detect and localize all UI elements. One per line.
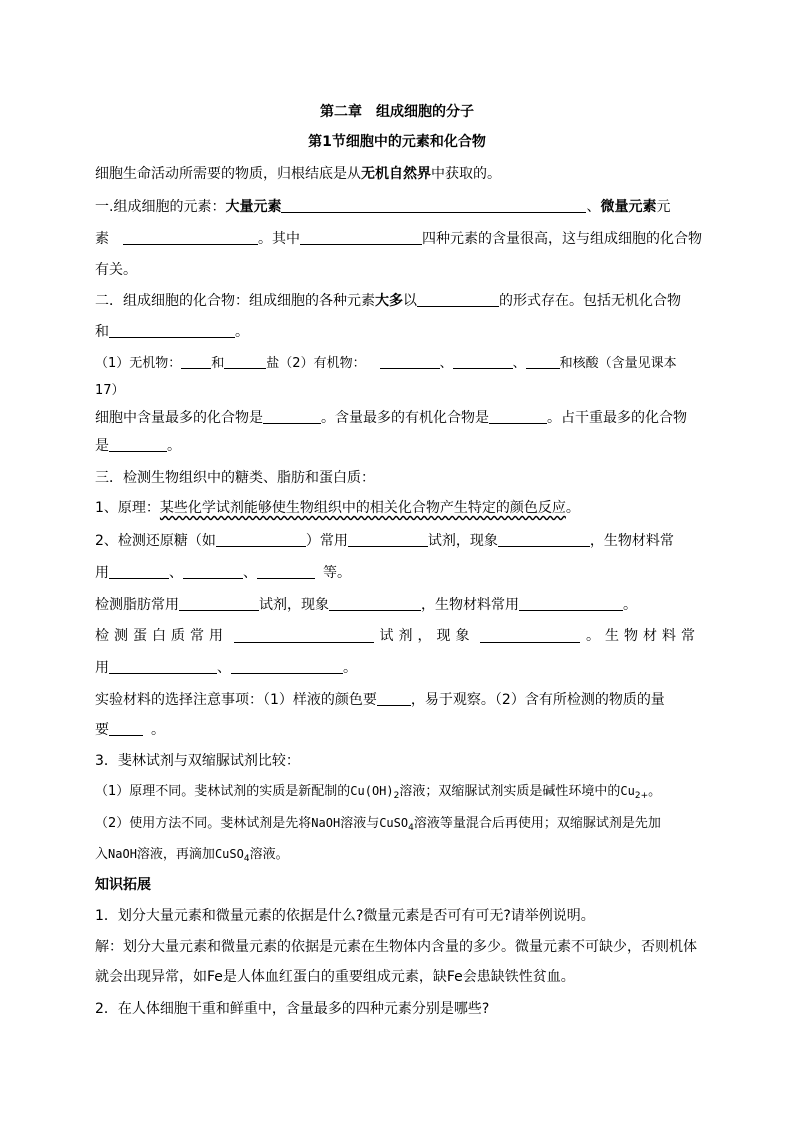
text-and: 和 xyxy=(211,356,225,371)
fat-line xyxy=(95,595,700,614)
extension-heading: 知识拓展 xyxy=(95,877,151,893)
answer-1-line-2: 就会出现异常，如Fe是人体血红蛋白的重要组成元素，缺Fe会患缺铁性贫血。 xyxy=(95,969,575,985)
protein-material-blank-2[interactable] xyxy=(231,658,343,674)
formula-naoh: NaOH xyxy=(108,847,137,861)
text-yao: 要 xyxy=(95,722,109,738)
text-yong: 用 xyxy=(95,565,109,581)
color-blank[interactable] xyxy=(377,690,411,706)
dry-weight-blank[interactable] xyxy=(109,436,167,452)
formula-cuoh: Cu(OH) xyxy=(350,784,394,798)
compound-form-blank[interactable] xyxy=(417,291,499,307)
most-compound-text: 细胞中含量最多的化合物是 xyxy=(95,410,263,426)
text-yuan: 元 xyxy=(656,199,671,215)
compounds-line-4 xyxy=(95,382,700,400)
text-youguan: 有关。 xyxy=(95,262,137,278)
comma: 、 xyxy=(243,565,257,581)
most-organic-blank[interactable] xyxy=(489,408,547,424)
protein-text: 检测蛋白质常用 xyxy=(95,628,228,644)
elements-line-2 xyxy=(95,229,700,248)
sugar-material-blank-2[interactable] xyxy=(183,563,243,579)
detection-heading: 三．检测生物组织中的糖类、脂肪和蛋白质： xyxy=(95,470,375,486)
section-title: 第1节细胞中的元素和化合物 xyxy=(308,134,486,150)
most-compound-blank[interactable] xyxy=(263,408,321,424)
formula-charge: 2+ xyxy=(634,791,649,801)
material-notes-text-2: ，易于观察。（2）含有所检测的物质的量 xyxy=(410,692,665,708)
text-material: ，生物材料常用 xyxy=(421,597,519,613)
reagent-compare-heading: 3．斐林试剂与双缩脲试剂比较： xyxy=(95,753,300,769)
protein-material-blank-1[interactable] xyxy=(109,658,217,674)
protein-phenomenon-blank[interactable] xyxy=(480,627,580,643)
amount-blank[interactable] xyxy=(109,720,143,736)
text-phenomenon: 试剂，现象 xyxy=(427,533,498,549)
text-changyong: ）常用 xyxy=(305,533,348,549)
text-shi: 是 xyxy=(95,438,109,454)
text-he: 和 xyxy=(95,324,109,340)
compounds-text: 的形式存在。包括无机化合物 xyxy=(499,293,681,309)
protein-line-2 xyxy=(95,658,700,677)
chapter-title xyxy=(0,103,794,121)
period: 。 xyxy=(648,784,662,799)
formula-subscript: 2 xyxy=(393,791,400,801)
formula-subscript: 4 xyxy=(243,854,250,864)
intro-text-end: 中获取的。 xyxy=(431,166,501,182)
inorganic-label: （1）无机物： xyxy=(95,356,182,371)
text-mostly: 大多 xyxy=(375,293,403,309)
text-etc: 等。 xyxy=(323,565,351,581)
compare-method-text: （2）使用方法不同。斐林试剂是先将 xyxy=(95,816,312,831)
sugar-line-1 xyxy=(95,531,700,550)
intro-emphasis: 无机自然界 xyxy=(361,166,431,182)
compounds-line-2 xyxy=(95,322,700,341)
sugar-material-blank-1[interactable] xyxy=(109,563,169,579)
compounds-line-3 xyxy=(95,353,700,373)
period: 。 xyxy=(623,597,637,613)
compounds-heading: 二．组成细胞的化合物：组成细胞的各种元素 xyxy=(95,293,375,309)
compare-method-line-2 xyxy=(95,845,700,864)
sugar-line-2 xyxy=(95,563,700,582)
text-ru: 入 xyxy=(95,847,109,862)
text-material: 。生物材料常 xyxy=(586,628,700,644)
formula-cuso: CuSO xyxy=(379,816,409,830)
compounds-line-6 xyxy=(95,436,700,455)
question-1: 1．划分大量元素和微量元素的依据是什么?微量元素是否可有可无?请举例说明。 xyxy=(95,908,595,924)
fat-phenomenon-blank[interactable] xyxy=(329,595,421,611)
elements-heading: 一.组成细胞的元素： xyxy=(95,199,226,215)
principle-line xyxy=(95,499,700,517)
elements-line-3 xyxy=(95,261,700,279)
fat-material-blank[interactable] xyxy=(519,595,623,611)
question-2: 2．在人体细胞干重和鲜重中，含量最多的四种元素分别是哪些? xyxy=(95,1001,490,1017)
comma: 、 xyxy=(169,565,183,581)
period: 。 xyxy=(343,660,357,676)
inorganic-blank-2[interactable] xyxy=(224,353,266,369)
inorganic-blank-1[interactable] xyxy=(181,353,211,369)
text-material: ，生物材料常 xyxy=(589,533,674,549)
formula-cu: Cu xyxy=(620,784,635,798)
fat-text: 检测脂肪常用 xyxy=(95,597,179,613)
organic-compound-blank[interactable] xyxy=(109,322,235,338)
text-drip: 溶液，再滴加 xyxy=(136,847,215,862)
nucleic-acid-text: 和核酸（含量见课本 xyxy=(559,356,677,371)
period: 。 xyxy=(151,722,165,738)
protein-reagent-blank[interactable] xyxy=(234,627,374,643)
sugar-reagent-blank[interactable] xyxy=(348,531,428,547)
text-reagent-phenomenon: 试剂，现象 xyxy=(379,628,475,644)
period: 。 xyxy=(565,500,580,516)
trace-elements-label: 微量元素 xyxy=(600,199,657,215)
material-notes-line-2 xyxy=(95,720,700,739)
text-qizhong: 。其中 xyxy=(258,231,300,247)
organic-blank-3[interactable] xyxy=(526,353,560,369)
organic-label: 盐（2）有机物： xyxy=(266,356,366,371)
compare-method-text-2: 溶液等量混合后再使用；双缩脲试剂是先加 xyxy=(413,816,661,831)
dry-weight-text: 。占干重最多的化合物 xyxy=(547,410,687,426)
text-yi: 以 xyxy=(403,293,417,309)
text-yong: 用 xyxy=(95,660,109,676)
comma: 、 xyxy=(439,356,453,371)
comma: 、 xyxy=(217,660,231,676)
formula-naoh: NaOH xyxy=(311,816,341,830)
major-elements-blank[interactable] xyxy=(281,197,586,213)
compare-principle-text: （1）原理不同。斐林试剂的实质是新配制的 xyxy=(95,784,351,799)
intro-text: 细胞生命活动所需要的物质，归根结底是从 xyxy=(95,166,361,182)
answer-1-line-1: 解：划分大量元素和微量元素的依据是元素在生物体内含量的多少。微量元素不可缺少，否则机体 xyxy=(95,939,697,955)
formula-subscript: 4 xyxy=(408,823,414,833)
comma: 、 xyxy=(586,199,601,215)
compare-principle-text-2: 溶液；双缩脲试剂实质是碱性环境中的 xyxy=(399,784,621,799)
page-ref: 17） xyxy=(95,383,125,398)
material-notes-text: 实验材料的选择注意事项：（1）样液的颜色要 xyxy=(95,692,377,708)
text-solution-and: 溶液与 xyxy=(340,816,380,831)
organic-blank-1[interactable] xyxy=(380,353,440,369)
fat-reagent-blank[interactable] xyxy=(179,595,259,611)
most-organic-text: 。含量最多的有机化合物是 xyxy=(321,410,489,426)
principle-text: 某些化学试剂能够使生物组织中的相关化合物产生特定的颜色反应 xyxy=(159,500,566,516)
period: 。 xyxy=(167,438,181,454)
material-notes-line-1 xyxy=(95,690,700,709)
text-su: 素 xyxy=(95,231,109,247)
text-solution-end: 溶液。 xyxy=(249,847,289,862)
compare-principle-line xyxy=(95,782,700,801)
trace-elements-blank[interactable] xyxy=(123,229,258,245)
elements-line-1 xyxy=(95,197,700,216)
text-reagent-phenomenon: 试剂，现象 xyxy=(259,597,329,613)
formula-cuso: CuSO xyxy=(214,847,244,861)
chapter-number: 第二章 xyxy=(320,104,362,120)
elements-text: 四种元素的含量很高，这与组成细胞的化合物 xyxy=(422,231,702,247)
compare-method-line-1 xyxy=(95,814,700,833)
sugar-example-blank[interactable] xyxy=(216,531,306,547)
four-elements-blank[interactable] xyxy=(300,229,422,245)
protein-line-1 xyxy=(95,627,700,645)
sugar-phenomenon-blank[interactable] xyxy=(498,531,590,547)
comma: 、 xyxy=(512,356,526,371)
sugar-text: 2、检测还原糖（如 xyxy=(95,533,216,549)
principle-label: 1、原理： xyxy=(95,500,160,516)
period: 。 xyxy=(235,324,249,340)
organic-blank-2[interactable] xyxy=(453,353,513,369)
compounds-line-5 xyxy=(95,408,700,427)
sugar-material-blank-3[interactable] xyxy=(257,563,315,579)
chapter-name: 组成细胞的分子 xyxy=(376,104,474,120)
major-elements-label: 大量元素 xyxy=(225,199,282,215)
intro-line xyxy=(95,165,700,183)
compounds-line-1 xyxy=(95,291,700,310)
